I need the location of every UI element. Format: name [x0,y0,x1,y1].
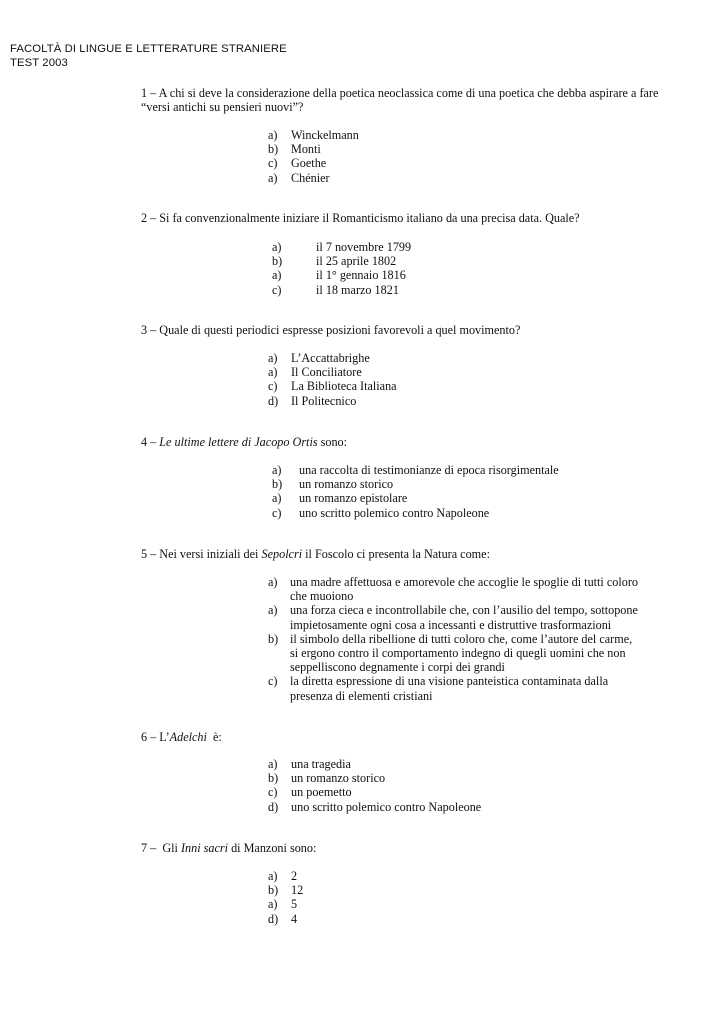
option-text: il 7 novembre 1799 [316,240,412,254]
question-4-options [272,463,672,520]
option-letter: d) [268,911,279,926]
option [272,254,672,268]
option-letter: b) [268,883,279,898]
option-text: il 1° gennaio 1816 [316,268,406,283]
option-text: una forza cieca e incontrollabile che, con l’ausilio del tempo, sottopone impietosamente ogni cosa a incessanti e distruttive trasformazioni [290,603,638,632]
option-letter: a) [268,897,278,912]
question-4-prefix: 4 – [141,435,160,449]
option-text: una madre affettuosa e amorevole che accoglie le spoglie di tutti coloro che muoiono [290,575,638,604]
question-6-options [268,757,668,814]
option [268,575,638,603]
question-7-suffix: di Manzoni sono: [228,841,317,855]
option-text: Chénier [291,170,330,185]
question-3-options [268,351,668,408]
question-5-options [268,575,638,703]
question-2-options [272,240,672,297]
option-text: 5 [291,897,298,912]
option [268,757,668,771]
option-text: Winckelmann [291,128,359,142]
option-letter: a) [268,128,278,142]
question-5 [141,547,661,561]
faculty-title: FACOLTÀ DI LINGUE E LETTERATURE STRANIERE [10,43,287,55]
option-letter: b) [268,142,279,157]
option-text: uno scritto polemico contro Napoleone [291,799,482,814]
option [268,883,668,897]
option-letter: a) [272,491,282,506]
option-text: Il Conciliatore [291,365,362,380]
option-letter: b) [272,254,283,269]
work-title-ortis: Le ultime lettere di Jacopo Ortis [159,435,318,449]
option [268,771,668,785]
option-text: il 25 aprile 1802 [316,254,397,269]
option [272,477,672,491]
option [272,283,672,297]
option-letter: d) [268,799,279,814]
question-5-suffix: il Foscolo ci presenta la Natura come: [302,547,490,561]
option-text: un romanzo epistolare [299,491,408,506]
option [268,912,668,926]
option [272,506,672,520]
option-text: un poemetto [291,785,352,800]
question-4-suffix: sono: [317,435,348,449]
question-4 [141,435,661,449]
option [268,365,668,379]
option [268,394,668,408]
question-6 [141,730,661,744]
option-letter: a) [272,268,282,283]
option-letter: a) [268,351,278,365]
option [268,632,638,675]
option [272,491,672,505]
option [272,240,672,254]
option-text: un romanzo storico [291,771,386,786]
option [268,171,668,185]
option-text: uno scritto polemico contro Napoleone [299,505,490,520]
option-letter: b) [272,477,283,492]
option-letter: c) [268,785,278,800]
option [272,268,672,282]
option-letter: a) [268,365,278,380]
question-3: 3 – Quale di questi periodici espresse posizioni favorevoli a quel movimento? [141,323,521,337]
option-text: la diretta espressione di una visione panteistica contaminata dalla presenza di elementi cristiani [290,674,609,703]
option-letter: b) [268,631,279,646]
work-title-inni-sacri: Inni sacri [180,841,229,855]
option-text: 2 [291,869,298,883]
option-letter: c) [272,282,282,297]
question-6-prefix: 6 – L’ [141,730,170,744]
option [268,128,668,142]
option-letter: b) [268,771,279,786]
question-6-suffix: è: [206,730,222,744]
option [268,869,668,883]
option-text: un romanzo storico [299,477,394,492]
option-text: La Biblioteca Italiana [291,379,397,394]
question-2: 2 – Si fa convenzionalmente iniziare il Romanticismo italiano da una precisa data. Quale? [141,211,580,225]
option-text: una raccolta di testimonianze di epoca risorgimentale [299,463,559,477]
option [268,142,668,156]
option-text: Il Politecnico [291,393,357,408]
option-letter: c) [268,674,278,689]
option-text: 12 [291,883,304,898]
option [268,897,668,911]
option [268,156,668,170]
work-title-sepolcri: Sepolcri [261,547,303,561]
question-5-prefix: 5 – Nei versi iniziali dei [141,547,262,561]
option-letter: a) [268,170,278,185]
option-letter: a) [268,757,278,771]
option-text: una tragedia [291,757,351,771]
option-letter: a) [272,463,282,477]
option-text: L’Accattabrighe [291,351,370,365]
question-1: 1 – A chi si deve la considerazione della poetica neoclassica come di una poetica che debba aspirare a fare “versi antichi su pensieri nuovi”? [141,86,659,115]
option-text: il 18 marzo 1821 [316,282,399,297]
option-text: 4 [291,911,298,926]
option-letter: a) [268,869,278,883]
option-text: Goethe [291,156,327,171]
option-text: Monti [291,142,321,157]
option [268,379,668,393]
option [268,674,638,702]
option [268,800,668,814]
option-text: il simbolo della ribellione di tutti coloro che, come l’autore del carme, si ergono contro il comportamento indegno di quegli uomini che non seppelliscono degnamente i corpi dei grandi [290,631,633,675]
option [268,785,668,799]
question-7-options [268,869,668,926]
option [272,463,672,477]
question-7 [141,841,661,855]
test-year: TEST 2003 [10,57,68,69]
option-letter: c) [268,156,278,171]
option-letter: d) [268,393,279,408]
option-letter: a) [268,575,278,589]
work-title-adelchi: Adelchi [169,730,207,744]
question-1-options [268,128,668,185]
option-letter: a) [272,240,282,254]
option-letter: a) [268,603,278,618]
option [268,603,638,631]
question-7-prefix: 7 – Gli [141,841,181,855]
option-letter: c) [268,379,278,394]
option [268,351,668,365]
option-letter: c) [272,505,282,520]
